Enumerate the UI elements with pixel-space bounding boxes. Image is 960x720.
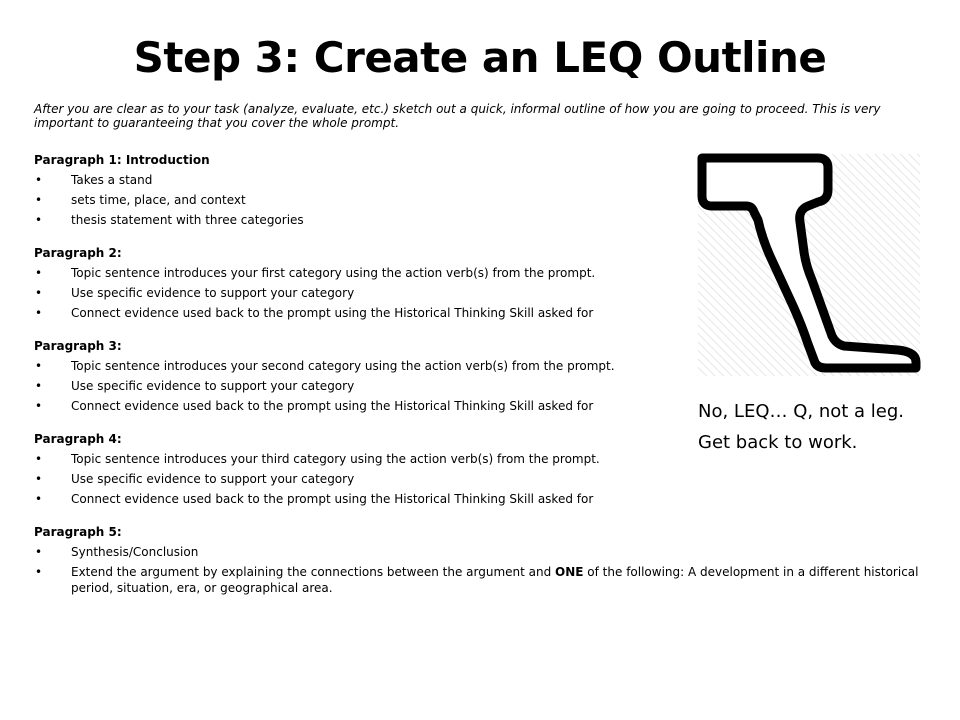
bullet-icon: • (35, 173, 43, 187)
slide-title: Step 3: Create an LEQ Outline (133, 33, 827, 82)
list-item-text: Connect evidence used back to the prompt using the Historical Thinking Skill asked for (71, 492, 594, 506)
bullet-icon: • (35, 286, 43, 300)
list-item-text-before: Extend the argument by explaining the connections between the argument and (71, 565, 556, 579)
list-item-text: Takes a stand (71, 173, 153, 187)
list-item-text: Topic sentence introduces your second category using the action verb(s) from the prompt. (71, 359, 615, 373)
list-item-text: thesis statement with three categories (71, 213, 304, 227)
paragraph-heading: Paragraph 5: (34, 525, 122, 539)
paragraph-heading: Paragraph 3: (34, 339, 122, 353)
paragraph-heading: Paragraph 4: (34, 432, 122, 446)
bullet-icon: • (35, 359, 43, 373)
intro-text: After you are clear as to your task (analyze, evaluate, etc.) sketch out a quick, informal outline of how you are going to proceed. This is very important to guaranteeing that you cover the whole prompt. (34, 102, 881, 130)
list-item-text: Use specific evidence to support your category (71, 472, 355, 486)
list-item (34, 544, 924, 560)
list-item-text: Connect evidence used back to the prompt using the Historical Thinking Skill asked for (71, 399, 594, 413)
list-item (34, 564, 923, 596)
list-item-text: Connect evidence used back to the prompt using the Historical Thinking Skill asked for (71, 306, 594, 320)
bullet-icon: • (35, 452, 43, 466)
list-item-text: Synthesis/Conclusion (71, 545, 199, 559)
bullet-icon: • (35, 492, 43, 506)
bullet-icon: • (35, 399, 43, 413)
bullet-icon: • (35, 306, 43, 320)
list-item-text: Use specific evidence to support your category (71, 379, 355, 393)
bullet-icon: • (35, 193, 43, 207)
caption (698, 396, 938, 458)
emphasis-text: ONE (555, 565, 584, 579)
paragraph-heading: Paragraph 1: Introduction (34, 153, 210, 167)
list-item (34, 378, 924, 394)
list-item-text-after: of the following: A development in a different historical period, situation, era, or geographical area. (71, 565, 919, 595)
leg-icon (690, 148, 922, 378)
list-item-text: Topic sentence introduces your third category using the action verb(s) from the prompt. (71, 452, 600, 466)
list-item-text: sets time, place, and context (71, 193, 246, 207)
bullet-icon: • (35, 472, 43, 486)
list-item-text: Topic sentence introduces your first category using the action verb(s) from the prompt. (71, 266, 596, 280)
bullet-icon: • (35, 565, 43, 579)
bullet-icon: • (35, 545, 43, 559)
paragraph-5-section (34, 524, 924, 596)
list-item (34, 471, 924, 487)
list-item (34, 491, 924, 507)
paragraph-heading: Paragraph 2: (34, 246, 122, 260)
caption-line-1: No, LEQ… Q, not a leg. (698, 401, 904, 422)
list-item-text: Use specific evidence to support your category (71, 286, 355, 300)
caption-line-2: Get back to work. (698, 432, 858, 453)
bullet-icon: • (35, 266, 43, 280)
bullet-icon: • (35, 379, 43, 393)
bullet-icon: • (35, 213, 43, 227)
